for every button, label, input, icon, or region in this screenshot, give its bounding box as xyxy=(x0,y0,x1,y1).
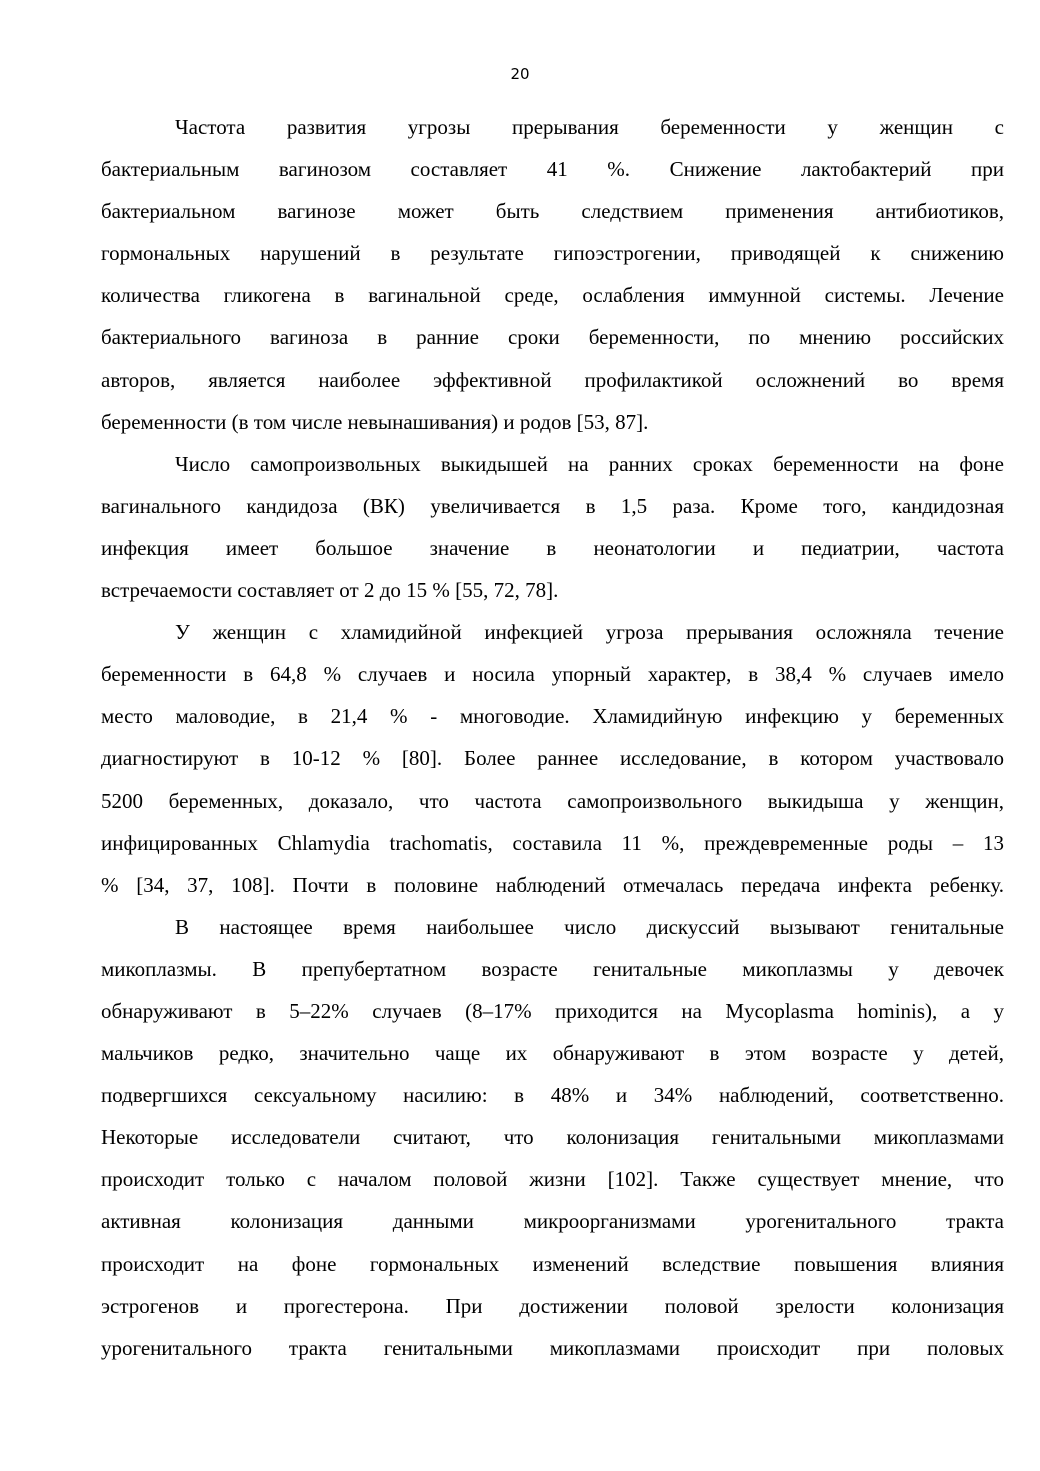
text-line: происходит на фоне гормональных изменений вследствие повышения влияния xyxy=(101,1251,1004,1276)
text-line: микоплазмы. В препубертатном возрасте генитальные микоплазмы у девочек xyxy=(101,956,1004,981)
body-text xyxy=(101,106,1004,1369)
text-line: инфицированных Chlamydia trachomatis, составила 11 %, преждевременные роды – 13 xyxy=(101,830,1004,855)
text-line: 5200 беременных, доказало, что частота самопроизвольного выкидыша у женщин, xyxy=(101,788,1004,813)
text-line: подвергшихся сексуальному насилию: в 48% и 34% наблюдений, соответственно. xyxy=(101,1083,1004,1108)
text-line: урогенитального тракта генитальными микоплазмами происходит при половых xyxy=(101,1335,1004,1360)
text-line: вагинального кандидоза (ВК) увеличивается в 1,5 раза. Кроме того, кандидозная xyxy=(101,493,1004,518)
text-line: бактериальным вагинозом составляет 41 %. Снижение лактобактерий при xyxy=(101,157,1004,182)
text-line: диагностируют в 10-12 % [80]. Более раннее исследование, в котором участвовало xyxy=(101,746,1004,771)
text-line: активная колонизация данными микроорганизмами урогенитального тракта xyxy=(101,1209,1004,1234)
text-line: бактериальном вагинозе может быть следствием применения антибиотиков, xyxy=(101,199,1004,224)
text-line: обнаруживают в 5–22% случаев (8–17% приходится на Mycoplasma hominis), а у xyxy=(101,998,1004,1023)
paragraph-candidiasis xyxy=(101,443,1004,611)
text-line: Некоторые исследователи считают, что колонизация генитальными микоплазмами xyxy=(101,1125,1004,1150)
page-number: 20 xyxy=(510,65,530,83)
text-line: авторов, является наиболее эффективной профилактикой осложнений во время xyxy=(101,367,1004,392)
text-line: Частота развития угрозы прерывания беременности у женщин с xyxy=(175,115,1004,139)
text-line: количества гликогена в вагинальной среде, ослабления иммунной системы. Лечение xyxy=(101,283,1004,308)
text-line: беременности в 64,8 % случаев и носила упорный характер, в 38,4 % случаев имело xyxy=(101,662,1004,687)
text-line: В настоящее время наибольшее число дискуссий вызывают генитальные xyxy=(175,914,1004,939)
paragraph-threat-of-termination xyxy=(101,106,1004,443)
text-line: % [34, 37, 108]. Почти в половине наблюдений отмечалась передача инфекта ребенку. xyxy=(101,872,1004,897)
paragraph-mycoplasma xyxy=(101,906,1004,1369)
paragraph-chlamydia xyxy=(101,611,1004,906)
text-line: У женщин с хламидийной инфекцией угроза прерывания осложняла течение xyxy=(175,620,1004,645)
text-line: мальчиков редко, значительно чаще их обнаруживают в этом возрасте у детей, xyxy=(101,1041,1004,1066)
text-line: происходит только с началом половой жизни [102]. Также существует мнение, что xyxy=(101,1167,1004,1192)
text-line: инфекция имеет большое значение в неонатологии и педиатрии, частота xyxy=(101,535,1004,560)
text-line: гормональных нарушений в результате гипоэстрогении, приводящей к снижению xyxy=(101,241,1004,266)
text-line: эстрогенов и прогестерона. При достижении половой зрелости колонизация xyxy=(101,1293,1004,1318)
text-line: беременности (в том числе невынашивания) и родов [53, 87]. xyxy=(101,409,649,434)
text-line: встречаемости составляет от 2 до 15 % [55, 72, 78]. xyxy=(101,578,559,603)
text-line: бактериального вагиноза в ранние сроки беременности, по мнению российских xyxy=(101,325,1004,350)
text-line: Число самопроизвольных выкидышей на ранних сроках беременности на фоне xyxy=(175,451,1004,476)
text-line: место маловодие, в 21,4 % - многоводие. Хламидийную инфекцию у беременных xyxy=(101,704,1004,729)
